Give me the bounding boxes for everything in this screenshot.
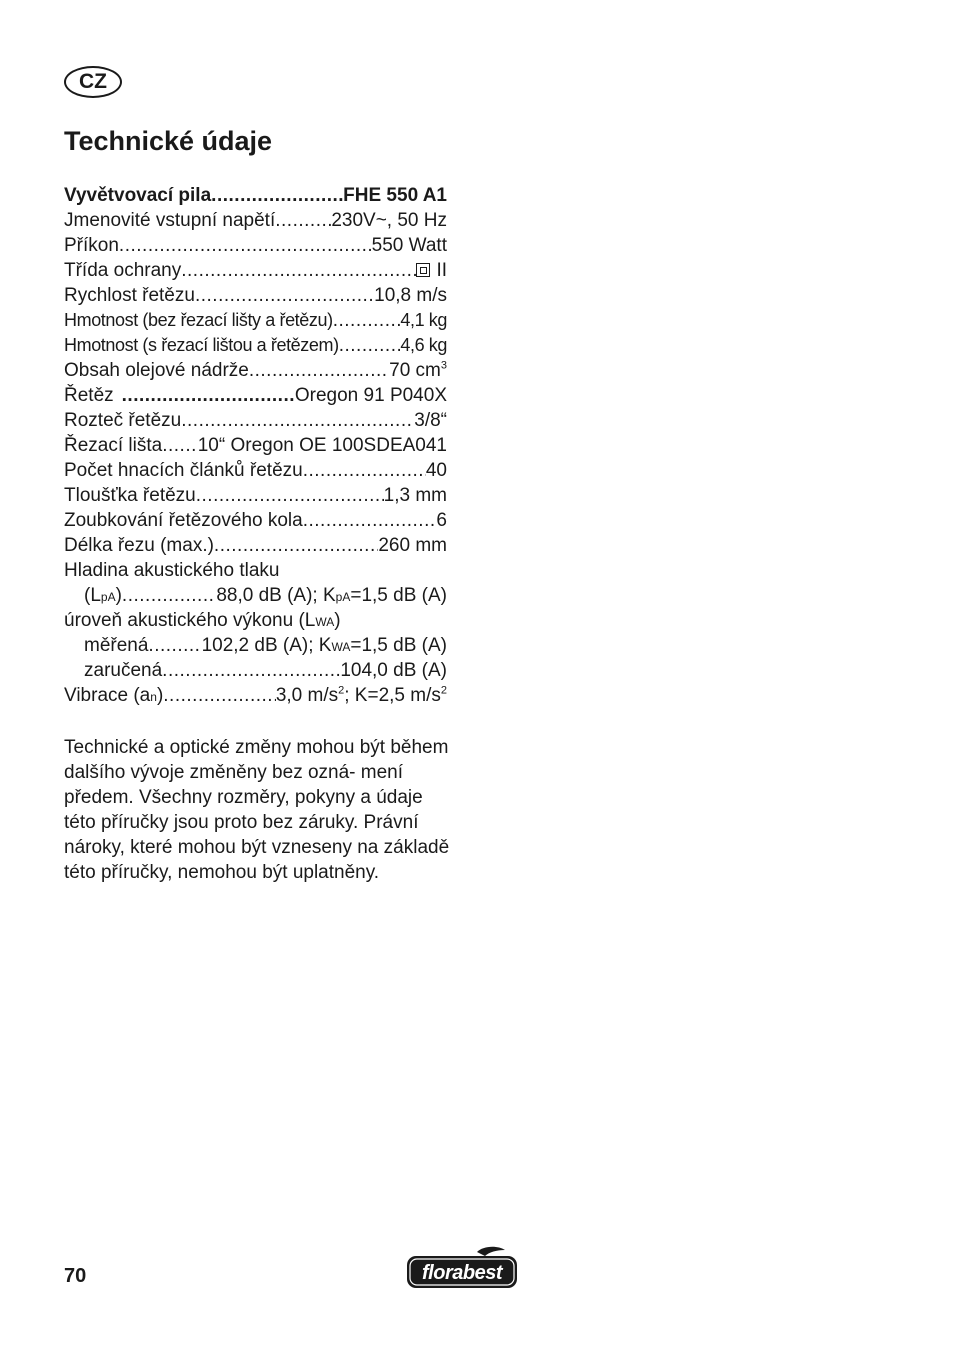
spec-label xyxy=(64,683,163,710)
brand-name: florabest xyxy=(422,1262,502,1284)
spec-label: Rychlost řetězu xyxy=(64,285,195,306)
spec-row-guide-bar xyxy=(64,433,447,458)
spec-value-wrap xyxy=(416,258,447,283)
spec-label: Rozteč řetězu xyxy=(64,410,182,431)
spec-value: 3/8“ xyxy=(414,410,447,431)
spec-value: 230V~, 50 Hz xyxy=(331,210,447,231)
spec-value-wrap xyxy=(389,358,447,383)
label-sub: n xyxy=(150,690,157,704)
leader-dots xyxy=(162,658,340,683)
spec-row-vibration xyxy=(64,683,447,708)
value-k: ; K=2,5 m/s xyxy=(344,685,441,706)
spec-label: zaručená xyxy=(84,660,163,681)
spec-label: Délka řezu (max.) xyxy=(64,535,214,556)
value-k: =1,5 dB (A) xyxy=(350,635,447,656)
spec-row-weight-with xyxy=(64,333,447,358)
leader-dots xyxy=(148,633,201,658)
leader-dots xyxy=(196,483,384,508)
value-k: =1,5 dB (A) xyxy=(350,585,447,606)
language-badge: CZ xyxy=(64,66,122,98)
page-number: 70 xyxy=(64,1265,87,1287)
symbol-open: (L xyxy=(84,585,101,606)
leader-dots xyxy=(122,383,295,408)
spec-row-sprocket-teeth xyxy=(64,508,447,533)
spec-label: Řetěz xyxy=(64,385,114,406)
value-sub: WA xyxy=(331,640,351,654)
spec-label: Řezací lišta xyxy=(64,435,163,456)
spec-label: Hmotnost (bez řezací lišty a řetězu) xyxy=(64,310,333,330)
spec-label: Třída ochrany xyxy=(64,260,182,281)
leader-dots xyxy=(275,208,331,233)
page-title: Technické údaje xyxy=(64,126,273,156)
spec-label: Vyvětvovací pila xyxy=(64,185,212,206)
leader-dots xyxy=(339,333,401,358)
leader-dots xyxy=(211,183,343,208)
leader-dots xyxy=(333,308,401,333)
spec-value: FHE 550 A1 xyxy=(343,185,447,206)
spec-label: Zoubkování řetězového kola xyxy=(64,510,303,531)
spec-label: Příkon xyxy=(64,235,119,256)
spec-symbol xyxy=(84,583,122,610)
leader-dots xyxy=(214,533,378,558)
spec-value xyxy=(202,633,447,660)
spec-value xyxy=(216,583,447,610)
heading-close: ) xyxy=(334,610,341,631)
spec-row-voltage xyxy=(64,208,447,233)
spec-value xyxy=(276,683,447,708)
spec-row-model xyxy=(64,183,447,208)
value-main: 88,0 dB (A); K xyxy=(216,585,336,606)
spec-value: 6 xyxy=(436,510,447,531)
florabest-logo xyxy=(405,1246,519,1290)
spec-value: 10“ Oregon OE 100SDEA041 xyxy=(197,435,447,456)
disclaimer-paragraph: Technické a optické změny mohou být během dalšího vývoje změněny bez ozná- mení předem. Všechny rozměry, pokyny a údaje této příručky jsou proto bez záruky. Právní nároky, které mohou být vzneseny na základě této příručky, nemohou být uplatněny. xyxy=(64,737,450,883)
spec-row-chain-speed xyxy=(64,283,447,308)
value-main: 102,2 dB (A); K xyxy=(201,635,332,656)
leader-dots xyxy=(162,433,198,458)
spec-row-chain xyxy=(64,383,447,408)
value-main: 3,0 m/s xyxy=(275,685,339,706)
spec-row-drive-links xyxy=(64,458,447,483)
spec-value: Oregon 91 P040X xyxy=(294,385,447,406)
leader-dots xyxy=(163,683,276,708)
spec-row-weight-without xyxy=(64,308,447,333)
spec-label: Počet hnacích článků řetězu xyxy=(64,460,303,481)
spec-row-cut-length xyxy=(64,533,447,558)
spec-label: Tloušťka řetězu xyxy=(64,485,196,506)
symbol-sub: pA xyxy=(100,590,116,604)
spec-label: Jmenovité vstupní napětí xyxy=(64,210,276,231)
leader-dots xyxy=(122,583,216,608)
spec-value: 260 mm xyxy=(378,535,447,556)
leader-dots xyxy=(249,358,389,383)
leader-dots xyxy=(303,508,437,533)
spec-row-protection-class xyxy=(64,258,447,283)
spec-value: 40 xyxy=(425,460,447,481)
spec-heading-sound-power xyxy=(64,608,447,633)
k-exp: 2 xyxy=(440,684,447,697)
spec-label xyxy=(64,608,341,635)
symbol-close: ) xyxy=(115,585,122,606)
leader-dots xyxy=(303,458,426,483)
spec-value: 70 cm xyxy=(389,360,441,381)
spec-value: 550 Watt xyxy=(371,235,447,256)
spec-row-power xyxy=(64,233,447,258)
spec-row-oil-tank xyxy=(64,358,447,383)
label-close: ) xyxy=(156,685,164,706)
spec-label: Hladina akustického tlaku xyxy=(64,560,280,581)
label-main: Vibrace (a xyxy=(64,685,151,706)
heading-text: úroveň akustického výkonu (L xyxy=(64,610,316,631)
unit-exponent: 3 xyxy=(440,359,447,372)
spec-heading-sound-pressure xyxy=(64,558,447,583)
leader-dots xyxy=(195,283,374,308)
protection-class-ii-icon xyxy=(416,263,430,277)
leader-dots xyxy=(119,233,372,258)
leader-dots xyxy=(181,408,414,433)
spec-label: Hmotnost (s řezací lištou a řetězem) xyxy=(64,335,339,355)
heading-sub: WA xyxy=(315,615,335,629)
spec-row-sound-power-measured xyxy=(64,633,447,658)
spec-value: 10,8 m/s xyxy=(374,285,447,306)
spec-list xyxy=(64,183,447,708)
spec-value: 4,6 kg xyxy=(400,335,447,355)
spec-value: II xyxy=(436,260,447,281)
spec-row-chain-gauge xyxy=(64,483,447,508)
leader-dots xyxy=(181,258,416,283)
spec-value: 1,3 mm xyxy=(383,485,447,506)
spec-label: Obsah olejové nádrže xyxy=(64,360,249,381)
spec-label: měřená xyxy=(84,635,149,656)
spec-row-chain-pitch xyxy=(64,408,447,433)
spec-row-sound-power-guaranteed xyxy=(64,658,447,683)
spec-row-sound-pressure xyxy=(64,583,447,608)
value-sub: pA xyxy=(335,590,351,604)
spec-value: 4,1 kg xyxy=(400,310,447,330)
spec-value: 104,0 dB (A) xyxy=(340,660,447,681)
value-exp: 2 xyxy=(338,684,345,697)
